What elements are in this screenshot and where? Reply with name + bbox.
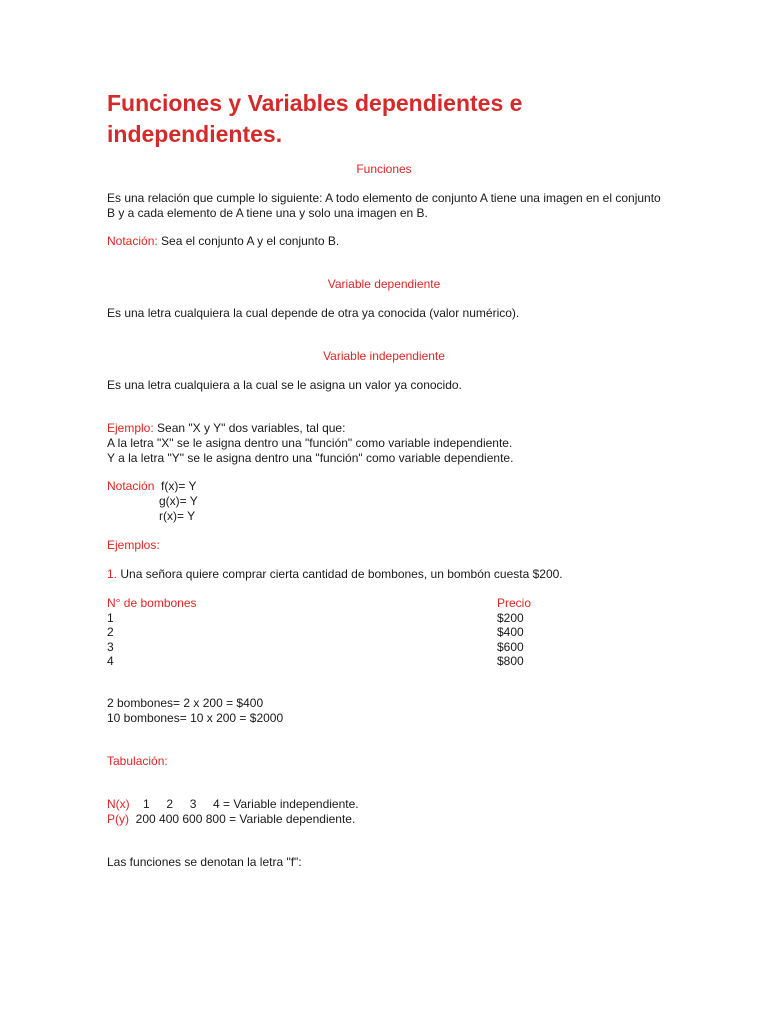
notacion2-label: Notación <box>107 479 155 493</box>
notacion-label: Notación: <box>107 234 158 248</box>
bombones-table <box>107 596 567 669</box>
calculo-line1: 2 bombones= 2 x 200 = $400 <box>107 696 264 710</box>
tabulacion-block <box>107 797 667 827</box>
notacion-g: g(x)= Y <box>159 494 198 508</box>
ejemplo-label: Ejemplo: <box>107 421 154 435</box>
heading-funciones: Funciones <box>356 162 412 176</box>
notacion-funciones <box>107 479 407 524</box>
table-cell-precio: $600 <box>497 639 524 654</box>
ejemplo-line1: Sean "X y Y" dos variables, tal que: <box>153 421 346 435</box>
table-row <box>107 640 567 655</box>
ejemplo-line2: A la letra "X" se le asigna dentro una "función" como variable independiente. <box>107 436 513 450</box>
ejemplo1-text <box>107 567 667 582</box>
table-cell-cantidad: 1 <box>107 610 114 625</box>
table-row <box>107 625 567 640</box>
tabulacion-p-values: 200 400 600 800 = Variable dependiente. <box>129 812 356 826</box>
notacion-text: Sea el conjunto A y el conjunto B. <box>157 234 340 248</box>
table-cell-precio: $200 <box>497 610 524 625</box>
table-cell-precio: $800 <box>497 654 524 668</box>
table-header-row <box>107 596 567 611</box>
paragraph-notacion <box>107 234 667 249</box>
paragraph-funciones: Es una relación que cumple lo siguiente: A todo elemento de conjunto A tiene una imagen en el conjunto B y a cada elemento de A tiene una y solo una imagen en B. <box>107 191 661 220</box>
paragraph-dependiente: Es una letra cualquiera la cual depende de otra ya conocida (valor numérico). <box>107 306 520 320</box>
tabulacion-n-values: 1 2 3 4 = Variable independiente. <box>129 797 359 811</box>
table-cell-precio: $400 <box>497 625 524 639</box>
table-cell-cantidad: 3 <box>107 639 114 654</box>
heading-variable-dependiente: Variable dependiente <box>327 277 441 291</box>
paragraph-independiente: Es una letra cualquiera a la cual se le asigna un valor ya conocido. <box>107 378 462 392</box>
table-row <box>107 654 567 669</box>
ejemplos-label: Ejemplos: <box>107 538 160 552</box>
notacion-r: r(x)= Y <box>159 509 196 523</box>
page-title: Funciones y Variables dependientes e independientes. <box>107 90 523 147</box>
heading-variable-independiente: Variable independiente <box>323 349 445 363</box>
ejemplo1-body: Una señora quiere comprar cierta cantidad de bombones, un bombón cuesta $200. <box>117 567 563 581</box>
ejemplo-block <box>107 421 667 466</box>
tabulacion-n-label: N(x) <box>107 797 130 811</box>
calculos-block <box>107 696 667 726</box>
table-header-cantidad: N° de bombones <box>107 596 197 610</box>
paragraph-final: Las funciones se denotan la letra "f": <box>107 855 302 869</box>
table-cell-cantidad: 4 <box>107 654 114 668</box>
notacion-f: f(x)= Y <box>154 479 197 493</box>
tabulacion-p-label: P(y) <box>107 812 129 826</box>
calculo-line2: 10 bombones= 10 x 200 = $2000 <box>107 711 284 725</box>
tabulacion-label: Tabulación: <box>107 754 168 768</box>
table-cell-cantidad: 2 <box>107 625 114 639</box>
ejemplo1-number: 1. <box>107 567 118 581</box>
table-header-precio: Precio <box>497 596 532 610</box>
ejemplo-line3: Y a la letra "Y" se le asigna dentro una "función" como variable dependiente. <box>107 451 514 465</box>
table-row <box>107 611 567 626</box>
